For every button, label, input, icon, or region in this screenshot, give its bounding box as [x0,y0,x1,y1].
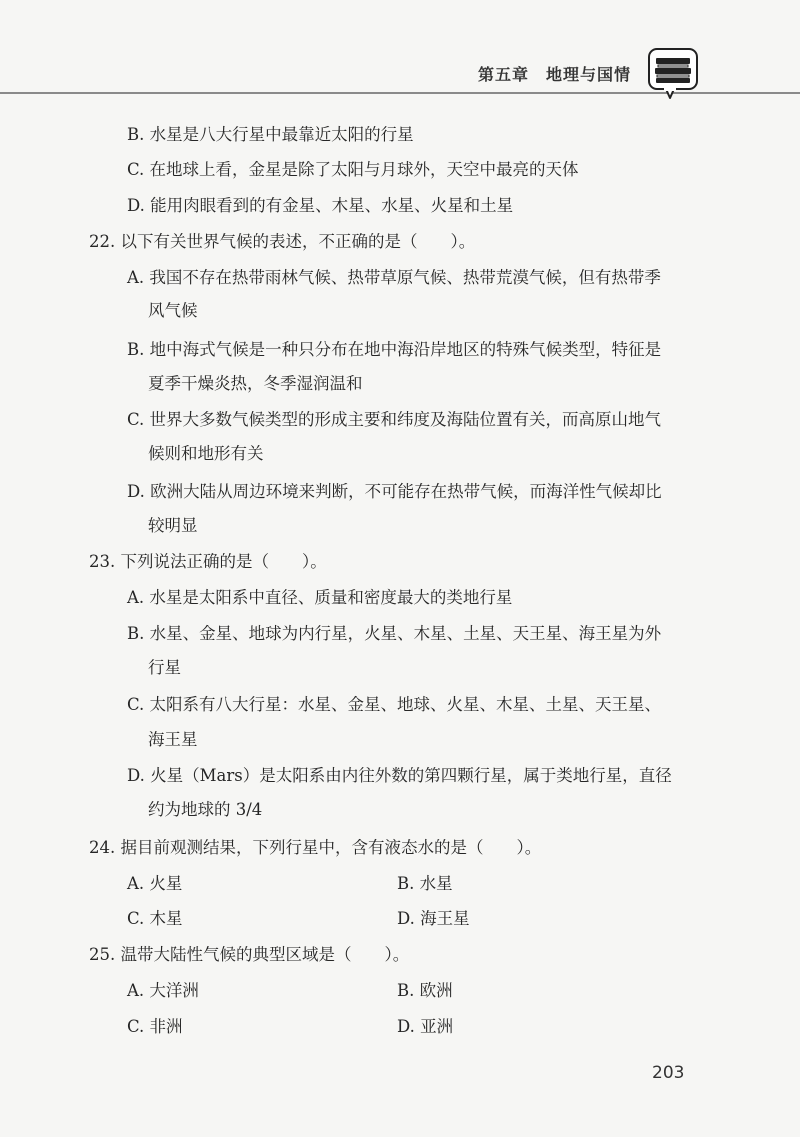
books-icon [648,48,698,100]
q22-option-b [127,340,661,360]
q22-option-a-cont: 风气候 [148,301,198,320]
q22-option-a [127,268,661,288]
q23-option-a [127,588,512,608]
q21-option-b [127,125,414,145]
option-label: B. [127,125,145,144]
option-label: A. [127,268,145,287]
option-label: D. [127,196,145,215]
option-label: D. [397,909,415,928]
q23-option-d [127,766,672,786]
q22-option-d [127,482,662,502]
option-label: B. [127,340,145,359]
question-number: 24. [89,838,116,857]
q24-option-d [397,909,470,929]
option-label: A. [127,588,145,607]
q22-option-c [127,410,661,430]
option-label: C. [127,410,145,429]
q23-option-b-cont: 行星 [148,658,181,677]
option-label: C. [127,909,145,928]
q23-option-d-cont: 约为地球的 3/4 [148,800,263,819]
option-label: C. [127,695,145,714]
option-text: 水星是八大行星中最靠近太阳的行星 [149,125,414,144]
option-text: 水星 [419,874,453,893]
q22-stem [89,232,475,252]
q23-option-c [127,695,661,715]
question-stem: 温带大陆性气候的典型区域是（ ）。 [120,945,410,964]
q24-option-b [397,874,453,894]
page-number: 203 [652,1063,685,1083]
q21-option-c [127,160,579,180]
q24-stem [89,838,541,858]
option-text: 欧洲 [419,981,453,1000]
q23-option-c-cont: 海王星 [148,730,198,749]
option-label: D. [397,1017,415,1036]
q25-option-a [127,981,199,1001]
option-text: 大洋洲 [149,981,199,1000]
option-label: D. [127,766,145,785]
q25-option-d [397,1017,453,1037]
q24-option-c [127,909,183,929]
option-text: 我国不存在热带雨林气候、热带草原气候、热带荒漠气候，但有热带季 [149,268,661,287]
q21-option-d [127,196,513,216]
option-text: 水星是太阳系中直径、质量和密度最大的类地行星 [149,588,513,607]
option-label: D. [127,482,145,501]
question-stem: 下列说法正确的是（ ）。 [120,552,327,571]
option-text: 亚洲 [420,1017,454,1036]
chapter-title: 第五章 地理与国情 [478,65,632,84]
option-text: 水星、金星、地球为内行星，火星、木星、土星、天王星、海王星为外 [149,624,662,643]
option-text: 海王星 [420,909,470,928]
option-label: C. [127,160,145,179]
option-text: 太阳系有八大行星：水星、金星、地球、火星、木星、土星、天王星、 [149,695,662,714]
option-label: C. [127,1017,145,1036]
q25-option-c [127,1017,183,1037]
question-number: 22. [89,232,116,251]
option-text: 火星 [149,874,183,893]
question-stem: 以下有关世界气候的表述，不正确的是（ ）。 [120,232,476,251]
option-text: 地中海式气候是一种只分布在地中海沿岸地区的特殊气候类型，特征是 [149,340,662,359]
option-text: 欧洲大陆从周边环境来判断，不可能存在热带气候，而海洋性气候却比 [150,482,662,501]
question-number: 23. [89,552,116,571]
option-text: 非洲 [149,1017,183,1036]
question-stem: 据目前观测结果，下列行星中，含有液态水的是（ ）。 [120,838,542,857]
option-label: A. [127,981,145,1000]
page-header [0,0,800,100]
option-text: 火星（Mars）是太阳系由内往外数的第四颗行星，属于类地行星，直径 [150,766,672,785]
q22-option-c-cont: 候则和地形有关 [148,444,264,463]
option-label: B. [397,874,415,893]
q25-option-b [397,981,453,1001]
option-text: 世界大多数气候类型的形成主要和纬度及海陆位置有关，而高原山地气 [149,410,662,429]
option-label: B. [127,624,145,643]
q25-stem [89,945,409,965]
q23-option-b [127,624,661,644]
q22-option-d-cont: 较明显 [148,516,198,535]
option-text: 在地球上看，金星是除了太阳与月球外，天空中最亮的天体 [149,160,579,179]
option-text: 能用肉眼看到的有金星、木星、水星、火星和土星 [150,196,514,215]
option-text: 木星 [149,909,183,928]
q24-option-a [127,874,182,894]
q22-option-b-cont: 夏季干燥炎热，冬季湿润温和 [148,374,363,393]
option-label: A. [127,874,145,893]
q23-stem [89,552,327,572]
question-number: 25. [89,945,116,964]
option-label: B. [397,981,415,1000]
